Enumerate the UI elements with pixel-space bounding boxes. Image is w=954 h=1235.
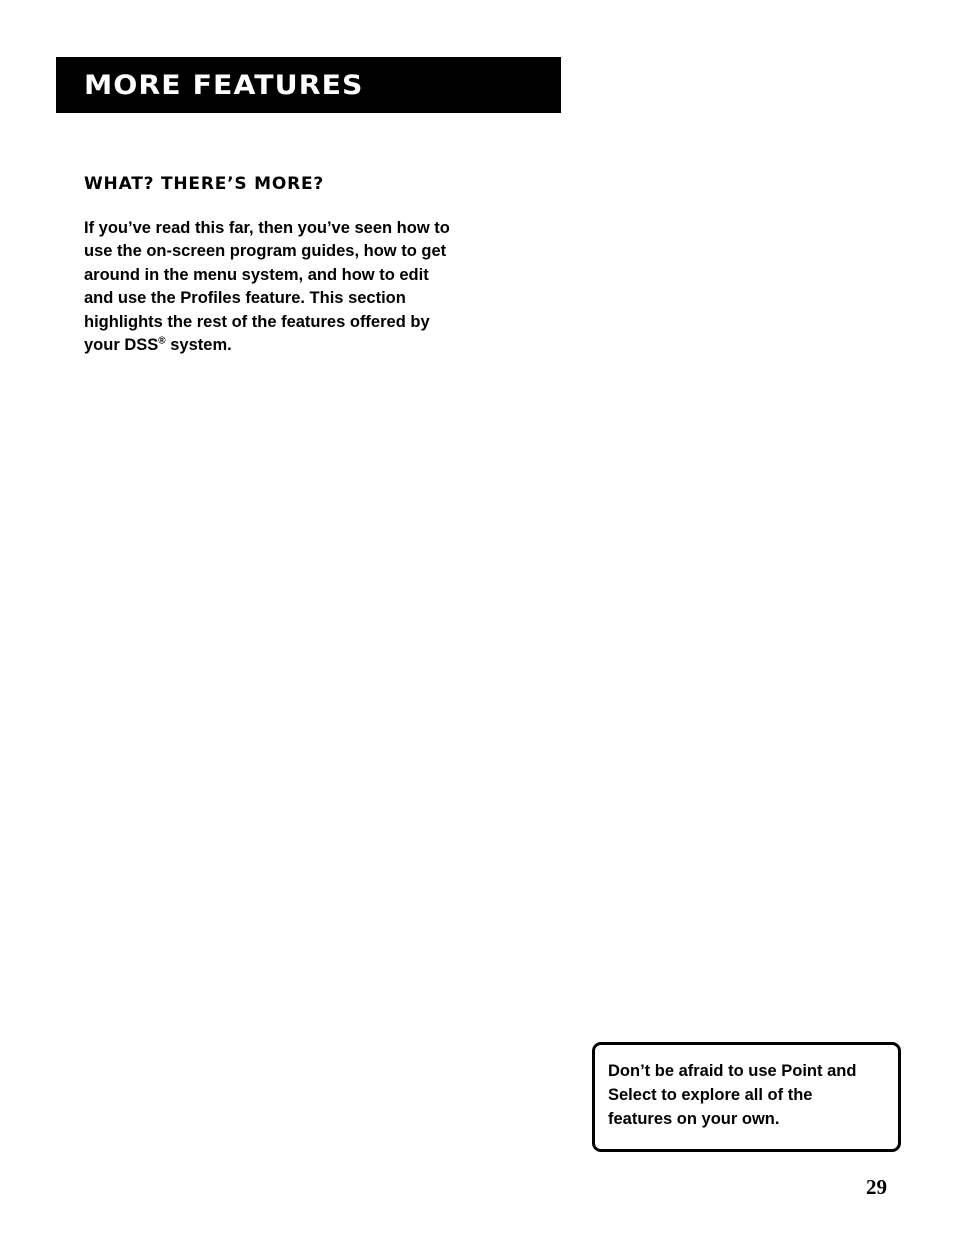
tip-text (608, 1059, 886, 1131)
tip-line: features on your own. (608, 1110, 780, 1128)
paragraph-line: around in the menu system, and how to edit (84, 265, 429, 284)
system-text: system. (165, 336, 232, 355)
dss-text: your DSS (84, 336, 159, 355)
chapter-title: MORE FEATURES (84, 69, 364, 101)
tip-line: Don’t be afraid to use Point and (608, 1062, 857, 1080)
registered-trademark: ® (158, 335, 166, 347)
paragraph-line: If you’ve read this far, then you’ve seen how to (84, 219, 450, 237)
paragraph-line: highlights the rest of the features offered by (84, 312, 430, 331)
intro-paragraph (84, 217, 504, 357)
page-number: 29 (866, 1175, 887, 1199)
paragraph-last-line (84, 334, 504, 357)
section-heading: WHAT? THERE’S MORE? (84, 174, 325, 194)
paragraph-line: and use the Profiles feature. This section (84, 289, 406, 308)
tip-line: Select to explore all of the (608, 1086, 813, 1104)
chapter-title-bar (56, 57, 561, 113)
tip-box (592, 1042, 901, 1152)
paragraph-line: use the on-screen program guides, how to get (84, 242, 447, 261)
